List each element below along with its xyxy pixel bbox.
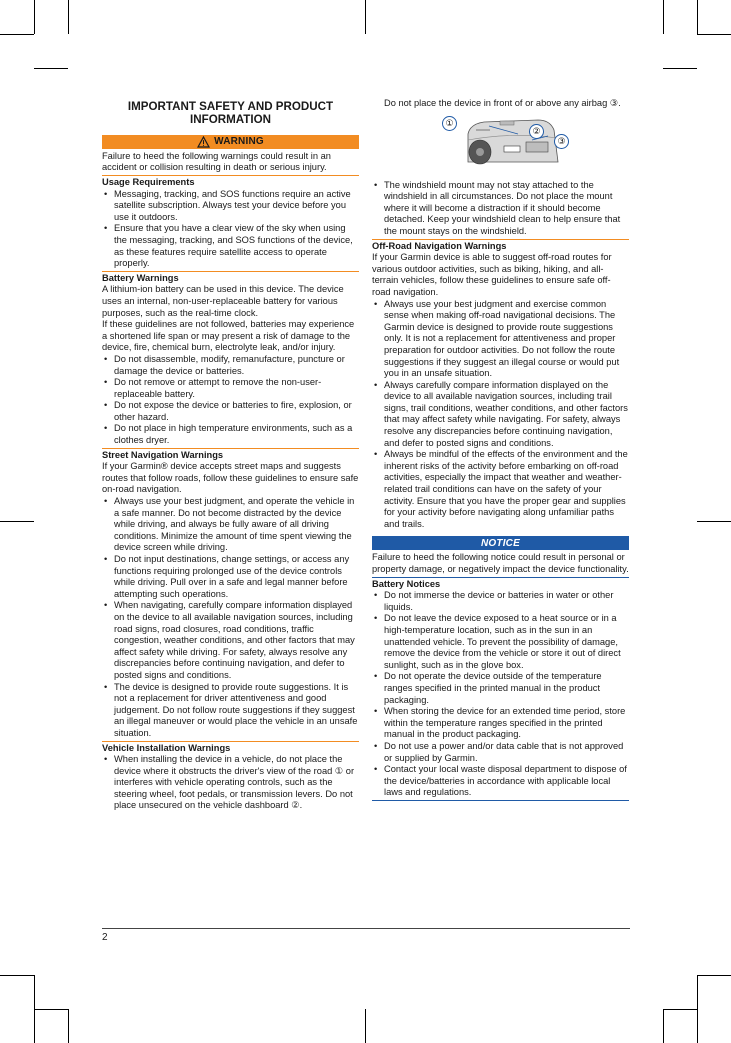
crop-mark — [0, 975, 34, 976]
street-nav-list — [102, 496, 359, 741]
crop-mark — [34, 0, 35, 34]
list-item: • Do not operate the device outside of the temperature ranges specified in the printed manual in the product packaging. — [372, 671, 629, 706]
callout-1: ① — [442, 116, 457, 131]
callout-3: ③ — [554, 134, 569, 149]
offroad-heading: Off-Road Navigation Warnings — [372, 240, 507, 251]
page-title: IMPORTANT SAFETY AND PRODUCT INFORMATION — [127, 100, 334, 127]
dashboard-figure — [372, 112, 629, 170]
crop-mark — [663, 0, 664, 34]
dashboard-illustration — [372, 112, 629, 170]
battery-warnings-list — [102, 354, 359, 449]
crop-mark — [34, 1009, 68, 1010]
page-number: 2 — [102, 932, 108, 943]
crop-mark — [0, 521, 34, 522]
battery-notices-list — [372, 590, 629, 801]
street-nav-para: If your Garmin® device accepts street maps and suggests routes that follow roads, follow these guidelines to ensure safe on-road navigation. — [102, 461, 359, 495]
crop-mark — [697, 34, 731, 35]
crop-mark — [663, 68, 697, 69]
airbag-continuation: Do not place the device in front of or above any airbag ③. — [384, 98, 621, 108]
list-item: • Always be mindful of the effects of the environment and the inherent risks of the activity before embarking on off-road activities, especially the impact that weather and weather-related trail conditions can have on the safety of your activity. Ensure that you have the proper gear and supplies for your activity before navigating along unfamiliar paths and trails. — [372, 449, 629, 530]
list-item: • When storing the device for an extended time period, store within the temperature ranges specified in the printed manual in the product packaging. — [372, 706, 629, 741]
list-item: • Do not remove or attempt to remove the non-user-replaceable battery. — [102, 377, 359, 400]
crop-mark — [365, 1009, 366, 1043]
warning-label: WARNING — [214, 136, 264, 148]
list-item: • Do not input destinations, change settings, or access any functions requiring prolonged use of the device controls while driving. Pull over in a safe and legal manner before attempting such operations. — [102, 554, 359, 600]
battery-notices-heading: Battery Notices — [372, 578, 441, 589]
list-item: • Do not leave the device exposed to a heat source or in a high-temperature location, such as in the sun in an unattended vehicle. To prevent the possibility of damage, remove the device from the vehicle or store it out of direct sunlight, such as in the glove box. — [372, 613, 629, 671]
list-item: • Do not disassemble, modify, remanufacture, puncture or damage the device or batteries. — [102, 354, 359, 377]
crop-mark — [0, 34, 34, 35]
crop-mark — [68, 0, 69, 34]
warning-triangle-icon — [197, 136, 210, 148]
vehicle-install-heading: Vehicle Installation Warnings — [102, 742, 231, 753]
warning-banner — [102, 135, 359, 149]
list-item: • Do not use a power and/or data cable that is not approved or supplied by Garmin. — [372, 741, 629, 764]
list-item: • Always carefully compare information displayed on the device to all available navigation sources, including trail signs, trail conditions, weather conditions, and other factors that may affect safety while navigating. For safety, always resolve any discrepancies before continuing navigation, and defer to posted signs and conditions. — [372, 380, 629, 450]
list-item: • The device is designed to provide route suggestions. It is not a replacement for driver attentiveness and good judgement. Do not follow route suggestions if they suggest an illegal maneuver or would place the vehicle in an unsafe situation. — [102, 682, 359, 740]
list-item: • Contact your local waste disposal department to dispose of the device/batteries in accordance with applicable local laws and regulations. — [372, 764, 629, 799]
crop-mark — [697, 975, 698, 1043]
right-column — [372, 98, 629, 801]
offroad-para: If your Garmin device is able to suggest off-road routes for various outdoor activities, such as biking, hiking, and all-terrain vehicles, follow these guidelines to ensure safe off-road navigation. — [372, 252, 612, 297]
usage-list — [102, 189, 359, 272]
crop-mark — [68, 1009, 69, 1043]
list-item: • Always use your best judgment, and operate the vehicle in a safe manner. Do not become distracted by the device while driving, and always be fully aware of all driving conditions. Minimize the amount of time spent viewing the device screen while driving. — [102, 496, 359, 554]
crop-mark — [34, 68, 68, 69]
offroad-list — [372, 299, 629, 531]
battery-warnings-para2: If these guidelines are not followed, batteries may experience a shortened life span or may present a risk of damage to the device, fire, chemical burn, electrolyte leak, and/or injury. — [102, 319, 355, 353]
notice-text: Failure to heed the following notice could result in personal or property damage, or negatively impact the device functionality. — [372, 552, 629, 577]
battery-warnings-para1: A lithium-ion battery can be used in this device. The device uses an internal, non-user-replaceable battery for various purposes, such as the real-time clock. — [102, 284, 344, 318]
crop-mark — [663, 1009, 697, 1010]
street-nav-heading: Street Navigation Warnings — [102, 449, 224, 460]
battery-warnings-heading: Battery Warnings — [102, 272, 179, 283]
vehicle-install-list-continued — [372, 180, 629, 240]
list-item: • Always use your best judgment and exercise common sense when making off-road navigational decisions. The Garmin device is designed to provide route suggestions only. It is not a replacement for attentiveness and proper preparation for outdoor activities. Do not follow the route suggestions if they suggest an illegal course or would put you in an unsafe situation. — [372, 299, 629, 380]
list-item: • The windshield mount may not stay attached to the windshield in all circumstances. Do not place the mount where it will become a distraction if it should become detached. Keep your windshield clean to help ensure that the mount stays on the windshield. — [372, 180, 629, 238]
list-item: • When installing the device in a vehicle, do not place the device where it obstructs the driver's view of the road ① or interferes with vehicle operating controls, such as the steering wheel, foot pedals, or transmission levers. Do not place unsecured on the vehicle dashboard ②. — [102, 754, 359, 812]
warning-text: Failure to heed the following warnings could result in an accident or collision resulting in death or serious injury. — [102, 151, 359, 176]
list-item: • Do not expose the device or batteries to fire, explosion, or other hazard. — [102, 400, 359, 423]
crop-mark — [663, 1009, 664, 1043]
crop-mark — [697, 975, 731, 976]
vehicle-install-list — [102, 754, 359, 812]
crop-mark — [697, 0, 698, 34]
callout-2: ② — [529, 124, 544, 139]
list-item: • Do not immerse the device or batteries in water or other liquids. — [372, 590, 629, 613]
footer-rule — [102, 928, 630, 929]
list-item: • Do not place in high temperature environments, such as a clothes dryer. — [102, 423, 359, 446]
list-item: • When navigating, carefully compare information displayed on the device to all available navigation sources, including road signs, road closures, road conditions, traffic congestion, weather conditions, and other factors that may affect safety while driving. For safety, always resolve any discrepancies before continuing navigation, and defer to posted signs and conditions. — [102, 600, 359, 681]
usage-heading: Usage Requirements — [102, 177, 195, 187]
crop-mark — [697, 521, 731, 522]
notice-label: NOTICE — [481, 537, 520, 549]
crop-mark — [365, 0, 366, 34]
list-item: • Ensure that you have a clear view of the sky when using the messaging, tracking, and SOS functions of the device, as these features require satellite access to operate properly. — [102, 223, 359, 269]
left-column — [102, 98, 359, 812]
list-item: • Messaging, tracking, and SOS functions require an active satellite subscription. Always test your device before you use it outdoors. — [102, 189, 359, 224]
notice-banner — [372, 536, 629, 550]
